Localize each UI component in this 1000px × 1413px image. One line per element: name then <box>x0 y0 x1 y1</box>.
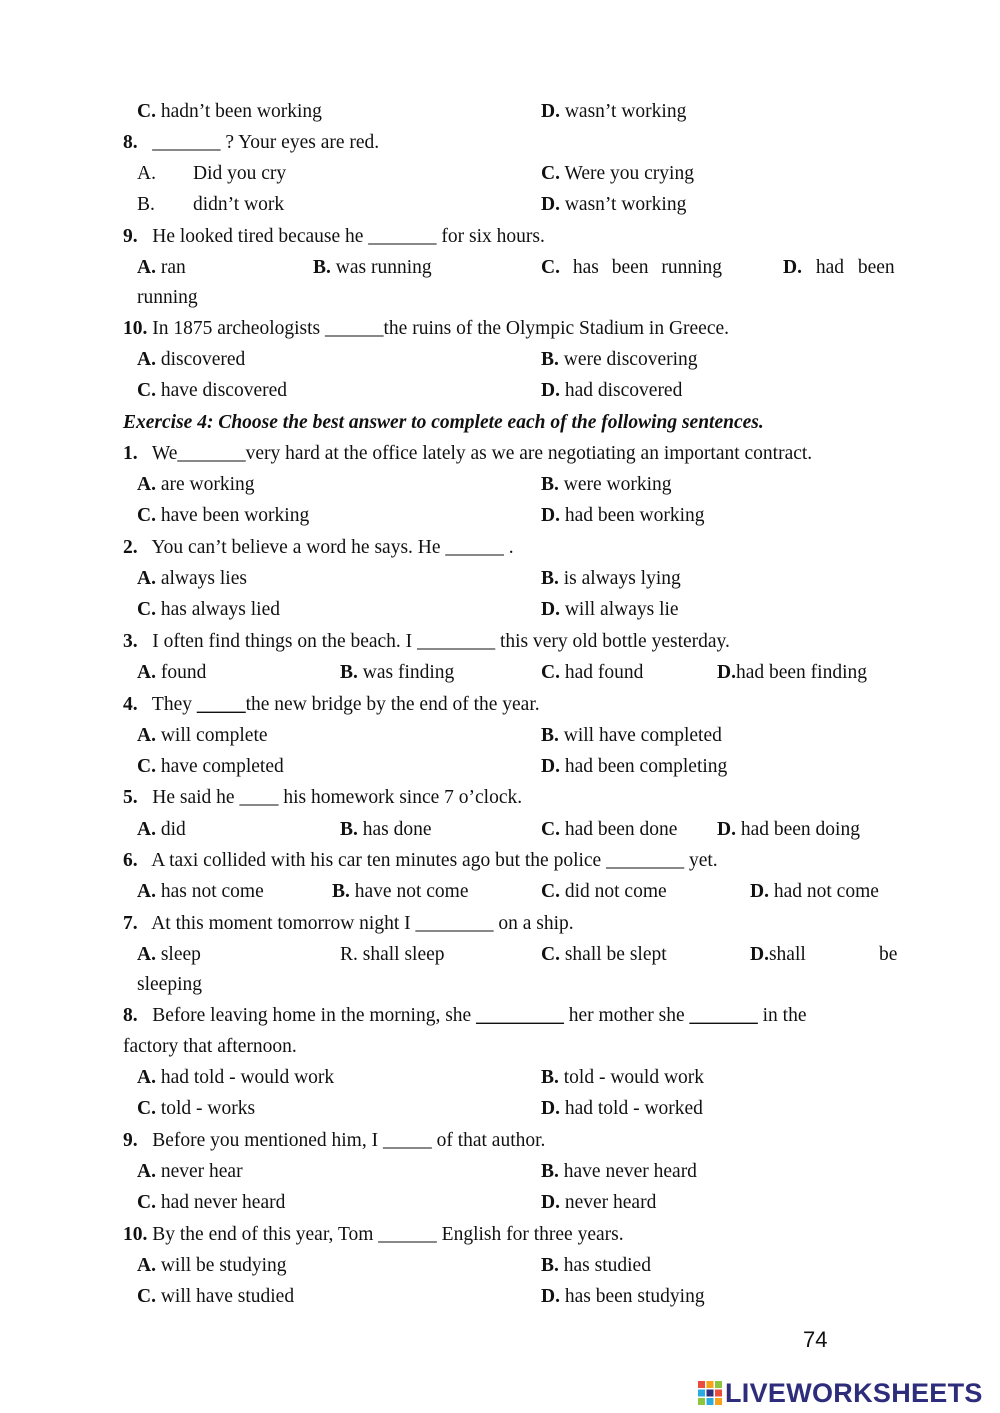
option-a[interactable]: A. discovered <box>137 349 246 370</box>
option-d[interactable]: D. had been doing <box>717 819 860 840</box>
page-number: 74 <box>803 1327 828 1352</box>
option-a[interactable]: A. has not come <box>137 881 264 902</box>
option-a[interactable]: Did you cry <box>193 163 287 184</box>
option-a[interactable]: A. did <box>137 819 186 840</box>
brand-name: LIVEWORKSHEETS <box>725 1377 983 1408</box>
answer-blank[interactable]: _______ <box>368 226 437 247</box>
option-a[interactable]: A. never hear <box>137 1161 243 1182</box>
option-d[interactable]: D. wasn’t working <box>541 194 687 215</box>
option-b[interactable]: B. were discovering <box>541 349 698 370</box>
option-b[interactable]: didn’t work <box>193 194 285 215</box>
option-d-continued[interactable]: be <box>879 944 898 965</box>
option-a[interactable]: A. had told - would work <box>137 1067 335 1088</box>
option-c[interactable]: C. had never heard <box>137 1192 286 1213</box>
option-b[interactable]: B. was running <box>313 257 432 278</box>
exercise-4-title: Exercise 4: Choose the best answer to complete each of the following sentences. <box>123 412 764 433</box>
answer-blank-2[interactable]: _______ <box>689 1005 758 1026</box>
option-a[interactable]: A. will be studying <box>137 1255 287 1276</box>
option-c[interactable]: C. have completed <box>137 756 284 777</box>
option-b[interactable]: B. have not come <box>332 881 469 902</box>
option-c[interactable]: C. Were you crying <box>541 163 694 184</box>
answer-blank[interactable]: _______ <box>152 132 221 153</box>
answer-blank[interactable]: _____ <box>382 1130 432 1151</box>
option-b[interactable]: B. is always lying <box>541 568 681 589</box>
liveworksheets-logo-icon <box>697 1380 723 1406</box>
option-b[interactable]: R. shall sleep <box>340 944 445 965</box>
option-b[interactable]: B. has studied <box>541 1255 651 1276</box>
option-c[interactable]: C. hadn’t been working <box>137 101 322 122</box>
option-b[interactable]: B. were working <box>541 474 672 495</box>
answer-blank-1[interactable]: _________ <box>476 1005 564 1026</box>
option-c[interactable]: C. had been done <box>541 819 678 840</box>
option-d[interactable]: D. had not come <box>750 881 879 902</box>
option-a[interactable]: A. will complete <box>137 725 268 746</box>
option-d[interactable]: D. will always lie <box>541 599 679 620</box>
option-c[interactable]: C. had found <box>541 662 644 683</box>
option-c[interactable]: C. told - works <box>137 1098 256 1119</box>
option-b[interactable]: B. was finding <box>340 662 455 683</box>
option-c[interactable]: C. has always lied <box>137 599 280 620</box>
option-d[interactable]: D.shall <box>750 944 806 965</box>
answer-blank[interactable]: ________ <box>417 631 496 652</box>
option-a[interactable]: A. are working <box>137 474 255 495</box>
answer-blank[interactable]: ________ <box>415 913 494 934</box>
option-a[interactable]: A. found <box>137 662 207 683</box>
option-d[interactable]: D. had been <box>783 257 895 278</box>
option-a[interactable]: A. ran <box>137 257 186 278</box>
option-d[interactable]: D. never heard <box>541 1192 657 1213</box>
option-d[interactable]: D. wasn’t working <box>541 101 687 122</box>
option-d[interactable]: D. had told - worked <box>541 1098 703 1119</box>
option-b[interactable]: B. has done <box>340 819 432 840</box>
answer-blank[interactable]: ______ <box>378 1224 437 1245</box>
option-c[interactable]: C. will have studied <box>137 1286 295 1307</box>
option-a[interactable]: A. sleep <box>137 944 201 965</box>
answer-blank[interactable]: ________ <box>606 850 685 871</box>
option-b[interactable]: B. will have completed <box>541 725 722 746</box>
option-d[interactable]: D. had been working <box>541 505 705 526</box>
answer-blank[interactable]: _______ <box>177 443 246 464</box>
option-d[interactable]: D. had discovered <box>541 380 683 401</box>
answer-blank[interactable]: ______ <box>445 537 504 558</box>
option-b[interactable]: B. told - would work <box>541 1067 705 1088</box>
option-c[interactable]: C. have discovered <box>137 380 287 401</box>
option-c[interactable]: C. has been running <box>541 257 723 278</box>
option-c[interactable]: C. did not come <box>541 881 667 902</box>
answer-blank[interactable]: ____ <box>239 787 279 808</box>
option-b[interactable]: B. have never heard <box>541 1161 697 1182</box>
option-d[interactable]: D. had been completing <box>541 756 728 777</box>
liveworksheets-logo[interactable] <box>697 1376 983 1410</box>
option-d[interactable]: D.had been finding <box>717 662 868 683</box>
option-a[interactable]: A. always lies <box>137 568 247 589</box>
option-d[interactable]: D. has been studying <box>541 1286 705 1307</box>
answer-blank[interactable]: ______ <box>325 318 384 339</box>
option-c[interactable]: C. have been working <box>137 505 310 526</box>
answer-blank[interactable]: _____ <box>196 694 246 715</box>
option-c[interactable]: C. shall be slept <box>541 944 667 965</box>
